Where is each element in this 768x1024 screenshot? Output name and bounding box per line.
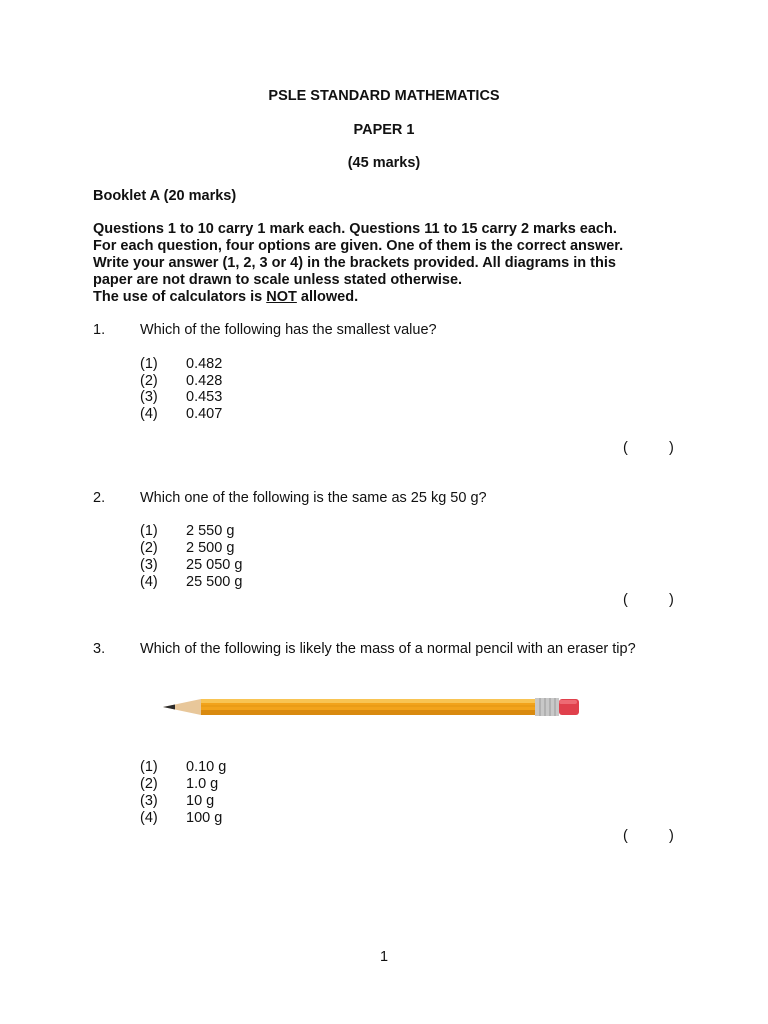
question-number: 1.: [93, 322, 106, 338]
option-label: (2): [140, 540, 158, 556]
option-value: 0.453: [186, 389, 223, 405]
option-label: (3): [140, 557, 158, 573]
answer-bracket-open[interactable]: (: [623, 828, 628, 844]
pencil-body-shadow: [201, 710, 535, 715]
total-marks: (45 marks): [347, 155, 421, 171]
pencil-lead: [163, 705, 175, 710]
option-value: 25 500 g: [186, 574, 243, 590]
emphasis-not: NOT: [266, 289, 297, 305]
instructions-text: The use of calculators is: [93, 289, 267, 305]
instructions-line: Write your answer (1, 2, 3 or 4) in the brackets provided. All diagrams in this: [93, 255, 616, 271]
option-value: 0.10 g: [186, 759, 227, 775]
instructions-line: For each question, four options are given. One of them is the correct answer.: [93, 238, 624, 254]
answer-bracket-open[interactable]: (: [623, 440, 628, 456]
option-label: (3): [140, 793, 158, 809]
option-value: 100 g: [186, 810, 223, 826]
document-title: PSLE STANDARD MATHEMATICS: [268, 88, 500, 104]
option-label: (2): [140, 373, 158, 389]
option-label: (4): [140, 574, 158, 590]
question-number: 3.: [93, 641, 106, 657]
option-value: 10 g: [186, 793, 215, 809]
page-number: 1: [379, 949, 389, 965]
option-label: (2): [140, 776, 158, 792]
instructions-text: allowed.: [296, 289, 359, 305]
option-label: (1): [140, 356, 158, 372]
question-text: Which one of the following is the same as 25 kg 50 g?: [140, 490, 487, 506]
pencil-eraser-highlight: [559, 700, 577, 704]
question-number: 2.: [93, 490, 106, 506]
question-text: Which of the following is likely the mass of a normal pencil with an eraser tip?: [140, 641, 636, 657]
instructions-block: [93, 221, 623, 306]
paper-label: PAPER 1: [353, 122, 415, 138]
booklet-label: Booklet A (20 marks): [93, 188, 237, 204]
option-label: (1): [140, 759, 158, 775]
pencil-body-highlight: [201, 699, 535, 703]
answer-bracket-open[interactable]: (: [623, 592, 628, 608]
option-value: 25 050 g: [186, 557, 243, 573]
option-label: (4): [140, 810, 158, 826]
instructions-line: paper are not drawn to scale unless stated otherwise.: [93, 272, 463, 288]
option-value: 2 500 g: [186, 540, 235, 556]
instructions-line: Questions 1 to 10 carry 1 mark each. Questions 11 to 15 carry 2 marks each.: [93, 221, 617, 237]
option-value: 1.0 g: [186, 776, 219, 792]
option-value: 2 550 g: [186, 523, 235, 539]
answer-bracket-close[interactable]: ): [669, 828, 674, 844]
instructions-line-calculators: [93, 289, 623, 306]
answer-bracket-close[interactable]: ): [669, 440, 674, 456]
option-value: 0.482: [186, 356, 223, 372]
option-label: (1): [140, 523, 158, 539]
answer-bracket-close[interactable]: ): [669, 592, 674, 608]
option-label: (3): [140, 389, 158, 405]
option-label: (4): [140, 406, 158, 422]
option-value: 0.428: [186, 373, 223, 389]
option-value: 0.407: [186, 406, 223, 422]
question-text: Which of the following has the smallest value?: [140, 322, 437, 338]
pencil-image: [163, 697, 581, 717]
